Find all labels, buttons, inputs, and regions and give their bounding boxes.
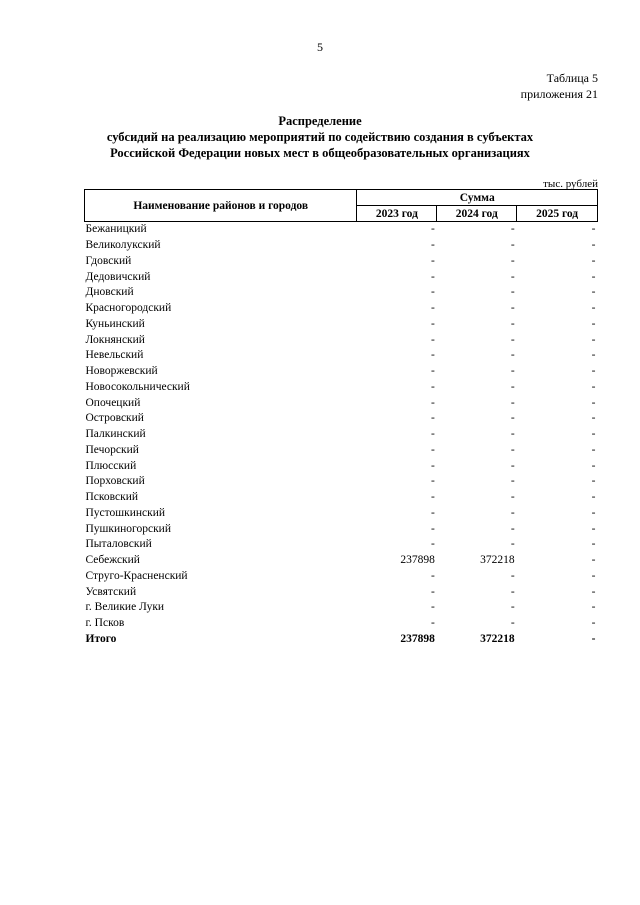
row-value-cell: - bbox=[510, 506, 515, 519]
table-row bbox=[85, 395, 598, 411]
row-value-cell: - bbox=[510, 459, 515, 472]
table-row bbox=[85, 553, 598, 569]
row-value-cell: - bbox=[510, 396, 515, 409]
row-value-cell: - bbox=[591, 522, 596, 535]
row-value-cell: - bbox=[430, 412, 435, 425]
row-name-cell: Опочецкий bbox=[85, 396, 141, 409]
row-value-cell: - bbox=[430, 270, 435, 283]
row-value-cell: - bbox=[591, 506, 596, 519]
row-value-cell: - bbox=[510, 349, 515, 362]
table-row bbox=[85, 238, 598, 254]
row-name-cell: Пушкиногорский bbox=[85, 522, 171, 535]
row-value-cell: - bbox=[510, 239, 515, 252]
row-value-cell: - bbox=[510, 538, 515, 551]
row-value-cell: - bbox=[510, 270, 515, 283]
row-value-cell: - bbox=[430, 254, 435, 267]
row-value-cell: - bbox=[430, 443, 435, 456]
row-value-cell: - bbox=[510, 617, 515, 630]
row-value-cell: - bbox=[591, 491, 596, 504]
row-name-cell: Красногородский bbox=[85, 302, 172, 315]
row-value-cell: 372218 bbox=[480, 632, 515, 645]
row-value-cell: - bbox=[591, 475, 596, 488]
row-value-cell: - bbox=[591, 239, 596, 252]
row-name-cell: Великолукский bbox=[85, 239, 161, 252]
row-name-cell: г. Псков bbox=[85, 617, 125, 630]
row-value-cell: - bbox=[591, 223, 596, 236]
row-value-cell: - bbox=[591, 443, 596, 456]
row-value-cell: - bbox=[510, 601, 515, 614]
table-ref-line2: приложения 21 bbox=[520, 87, 598, 101]
row-name-cell: Итого bbox=[85, 632, 117, 645]
row-name-cell: Палкинский bbox=[85, 428, 146, 441]
row-value-cell: - bbox=[430, 380, 435, 393]
row-value-cell: 237898 bbox=[400, 632, 435, 645]
row-name-cell: Порховский bbox=[85, 475, 145, 488]
heading-line1: Распределение bbox=[278, 114, 362, 128]
row-value-cell: - bbox=[510, 302, 515, 315]
row-name-cell: Новосокольнический bbox=[85, 380, 190, 393]
row-name-cell: Островский bbox=[85, 412, 144, 425]
row-value-cell: - bbox=[591, 254, 596, 267]
header-year-2023: 2023 год bbox=[357, 206, 437, 222]
table-row bbox=[85, 537, 598, 553]
row-value-cell: - bbox=[430, 459, 435, 472]
table-row bbox=[85, 443, 598, 459]
table-row bbox=[85, 301, 598, 317]
table-row bbox=[85, 616, 598, 632]
table-row bbox=[85, 380, 598, 396]
row-value-cell: - bbox=[430, 302, 435, 315]
row-value-cell: - bbox=[510, 317, 515, 330]
table-row bbox=[85, 506, 598, 522]
table-row bbox=[85, 427, 598, 443]
row-value-cell: - bbox=[591, 317, 596, 330]
row-value-cell: - bbox=[591, 270, 596, 283]
header-year-2025: 2025 год bbox=[517, 206, 598, 222]
row-value-cell: - bbox=[591, 349, 596, 362]
row-value-cell: 237898 bbox=[400, 554, 435, 567]
row-value-cell: - bbox=[430, 538, 435, 551]
row-value-cell: - bbox=[430, 396, 435, 409]
row-value-cell: - bbox=[430, 601, 435, 614]
table-row bbox=[85, 332, 598, 348]
row-value-cell: - bbox=[591, 538, 596, 551]
row-value-cell: - bbox=[510, 443, 515, 456]
row-value-cell: - bbox=[430, 317, 435, 330]
row-value-cell: - bbox=[430, 428, 435, 441]
table-body bbox=[85, 222, 598, 648]
table-row bbox=[85, 269, 598, 285]
row-value-cell: - bbox=[510, 333, 515, 346]
row-value-cell: - bbox=[430, 506, 435, 519]
row-name-cell: Струго-Красненский bbox=[85, 569, 188, 582]
units-label: тыс. рублей bbox=[543, 178, 598, 190]
row-name-cell: Псковский bbox=[85, 491, 139, 504]
row-value-cell: - bbox=[591, 554, 596, 567]
row-value-cell: - bbox=[430, 349, 435, 362]
row-value-cell: - bbox=[510, 491, 515, 504]
row-value-cell: 372218 bbox=[480, 554, 515, 567]
row-name-cell: Невельский bbox=[85, 349, 144, 362]
row-value-cell: - bbox=[430, 585, 435, 598]
row-value-cell: - bbox=[591, 302, 596, 315]
row-value-cell: - bbox=[591, 601, 596, 614]
header-sum-column: Сумма bbox=[357, 190, 598, 206]
row-name-cell: Себежский bbox=[85, 554, 140, 567]
row-value-cell: - bbox=[591, 286, 596, 299]
table-row bbox=[85, 317, 598, 333]
table-header-row bbox=[85, 190, 598, 206]
table-ref-line1: Таблица 5 bbox=[546, 71, 598, 85]
table-row bbox=[85, 254, 598, 270]
row-value-cell: - bbox=[510, 223, 515, 236]
row-name-cell: Печорский bbox=[85, 443, 139, 456]
document-heading bbox=[0, 113, 640, 161]
row-name-cell: Пустошкинский bbox=[85, 506, 166, 519]
distribution-table bbox=[84, 189, 598, 647]
row-value-cell: - bbox=[591, 333, 596, 346]
page-number: 5 bbox=[317, 40, 323, 54]
row-value-cell: - bbox=[591, 632, 596, 645]
row-name-cell: г. Великие Луки bbox=[85, 601, 165, 614]
row-value-cell: - bbox=[430, 522, 435, 535]
row-value-cell: - bbox=[430, 475, 435, 488]
row-value-cell: - bbox=[591, 380, 596, 393]
table-row bbox=[85, 474, 598, 490]
row-value-cell: - bbox=[591, 569, 596, 582]
row-value-cell: - bbox=[510, 585, 515, 598]
table-row bbox=[85, 458, 598, 474]
heading-line2: субсидий на реализацию мероприятий по содействию создания в субъектах bbox=[106, 130, 534, 144]
row-value-cell: - bbox=[510, 286, 515, 299]
row-value-cell: - bbox=[510, 365, 515, 378]
header-year-2024: 2024 год bbox=[437, 206, 517, 222]
row-value-cell: - bbox=[430, 365, 435, 378]
table-row bbox=[85, 584, 598, 600]
table-row bbox=[85, 600, 598, 616]
table-row bbox=[85, 411, 598, 427]
row-name-cell: Бежаницкий bbox=[85, 223, 147, 236]
table-row bbox=[85, 521, 598, 537]
row-value-cell: - bbox=[591, 412, 596, 425]
row-value-cell: - bbox=[510, 428, 515, 441]
row-value-cell: - bbox=[591, 365, 596, 378]
table-row bbox=[85, 569, 598, 585]
table-row bbox=[85, 490, 598, 506]
table-total-row bbox=[85, 632, 598, 648]
table-row bbox=[85, 364, 598, 380]
row-name-cell: Новоржевский bbox=[85, 365, 158, 378]
row-value-cell: - bbox=[591, 585, 596, 598]
table-row bbox=[85, 285, 598, 301]
row-value-cell: - bbox=[591, 396, 596, 409]
row-name-cell: Пыталовский bbox=[85, 538, 152, 551]
header-name-column: Наименование районов и городов bbox=[85, 190, 357, 222]
row-value-cell: - bbox=[430, 569, 435, 582]
row-value-cell: - bbox=[510, 475, 515, 488]
row-value-cell: - bbox=[510, 569, 515, 582]
table-reference bbox=[521, 70, 598, 102]
row-name-cell: Усвятский bbox=[85, 585, 137, 598]
row-value-cell: - bbox=[591, 428, 596, 441]
row-value-cell: - bbox=[430, 491, 435, 504]
row-value-cell: - bbox=[510, 380, 515, 393]
row-value-cell: - bbox=[430, 286, 435, 299]
row-value-cell: - bbox=[430, 333, 435, 346]
row-value-cell: - bbox=[430, 617, 435, 630]
row-value-cell: - bbox=[430, 239, 435, 252]
row-value-cell: - bbox=[591, 617, 596, 630]
table-row bbox=[85, 348, 598, 364]
row-name-cell: Гдовский bbox=[85, 254, 132, 267]
row-value-cell: - bbox=[510, 254, 515, 267]
row-value-cell: - bbox=[510, 522, 515, 535]
row-value-cell: - bbox=[510, 412, 515, 425]
row-name-cell: Дедовичский bbox=[85, 270, 151, 283]
row-name-cell: Куньинский bbox=[85, 317, 145, 330]
table-row bbox=[85, 222, 598, 238]
heading-line3: Российской Федерации новых мест в общеобразовательных организациях bbox=[110, 146, 530, 160]
row-name-cell: Плюсский bbox=[85, 459, 137, 472]
row-value-cell: - bbox=[591, 459, 596, 472]
row-value-cell: - bbox=[430, 223, 435, 236]
row-name-cell: Локнянский bbox=[85, 333, 145, 346]
row-name-cell: Дновский bbox=[85, 286, 134, 299]
